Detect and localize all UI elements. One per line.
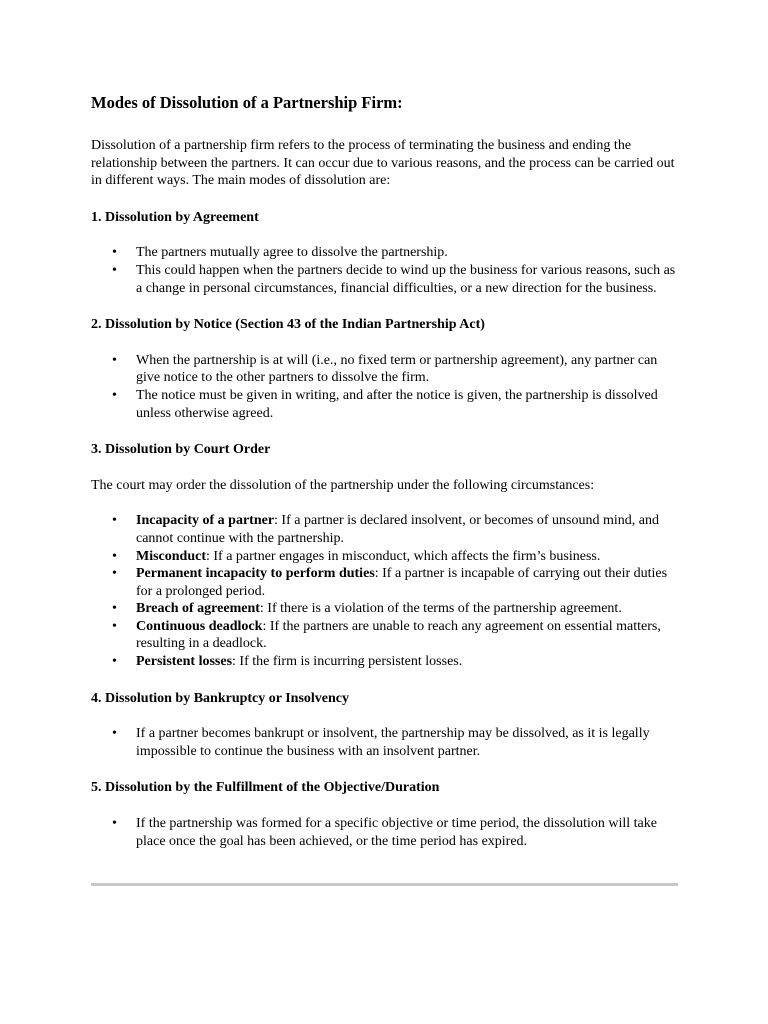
section-fulfillment xyxy=(91,779,678,850)
list-item xyxy=(91,600,678,618)
bullet-list xyxy=(91,244,678,297)
list-item: • The partners mutually agree to dissolve the partnership. xyxy=(91,244,678,262)
list-item-term: Misconduct xyxy=(136,548,206,564)
list-item-text: : If a partner engages in misconduct, which affects the firm’s business. xyxy=(206,548,601,564)
list-item xyxy=(91,512,678,547)
list-item-term: Persistent losses xyxy=(136,654,233,670)
section-heading: 5. Dissolution by the Fulfillment of the Objective/Duration xyxy=(91,780,440,796)
list-item: • If a partner becomes bankrupt or insolvent, the partnership may be dissolved, as it is legally impossible to continue the business with an insolvent partner. xyxy=(91,725,678,760)
bullet-list xyxy=(91,352,678,422)
list-item-term: Continuous deadlock xyxy=(136,618,263,634)
list-item xyxy=(91,618,678,653)
section-heading: 2. Dissolution by Notice (Section 43 of the Indian Partnership Act) xyxy=(91,317,485,333)
document-title: Modes of Dissolution of a Partnership Firm: xyxy=(91,93,403,112)
list-item-text: : If a partner is incapable of carrying out their duties for a prolonged period. xyxy=(136,566,668,599)
list-item-text: : If the partners are unable to reach any agreement on essential matters, resulting in a deadlock. xyxy=(136,618,661,652)
section-notice xyxy=(91,316,678,422)
list-item-term: Permanent incapacity to perform duties xyxy=(136,566,375,582)
list-item xyxy=(91,653,678,671)
list-item: • The notice must be given in writing, and after the notice is given, the partnership is dissolved unless otherwise agreed. xyxy=(91,387,678,422)
document-body xyxy=(91,93,678,869)
list-item-text: : If the firm is incurring persistent losses. xyxy=(232,654,463,670)
list-item-text: : If there is a violation of the terms of the partnership agreement. xyxy=(259,601,622,617)
list-item xyxy=(91,565,678,600)
list-item xyxy=(91,548,678,566)
list-item: • This could happen when the partners decide to wind up the business for various reasons, such as a change in personal circumstances, financial difficulties, or a new direction for the business. xyxy=(91,262,678,297)
list-item: • If the partnership was formed for a specific objective or time period, the dissolution will take place once the goal has been achieved, or the time period has expired. xyxy=(91,815,678,850)
bullet-list xyxy=(91,512,678,670)
list-item-text: : If a partner is declared insolvent, or becomes of unsound mind, and cannot continue with the partnership. xyxy=(136,513,659,546)
bullet-list xyxy=(91,815,678,850)
list-item-term: Breach of agreement xyxy=(136,601,260,617)
list-item-term: Incapacity of a partner xyxy=(136,513,275,529)
horizontal-divider xyxy=(91,883,678,886)
list-item: • When the partnership is at will (i.e., no fixed term or partnership agreement), any partner can give notice to the other partners to dissolve the firm. xyxy=(91,352,678,387)
section-bankruptcy xyxy=(91,690,678,761)
section-heading: 3. Dissolution by Court Order xyxy=(91,442,271,458)
bullet-list xyxy=(91,725,678,760)
section-agreement xyxy=(91,209,678,297)
section-heading: 1. Dissolution by Agreement xyxy=(91,209,259,225)
section-intro: The court may order the dissolution of the partnership under the following circumstances: xyxy=(91,477,595,493)
section-court-order xyxy=(91,441,678,671)
section-heading: 4. Dissolution by Bankruptcy or Insolvency xyxy=(91,690,350,706)
intro-paragraph: Dissolution of a partnership firm refers to the process of terminating the business and ending the relationship between the partners. It can occur due to various reasons, and the process can be carried out in different ways. The main modes of dissolution are: xyxy=(91,138,675,189)
